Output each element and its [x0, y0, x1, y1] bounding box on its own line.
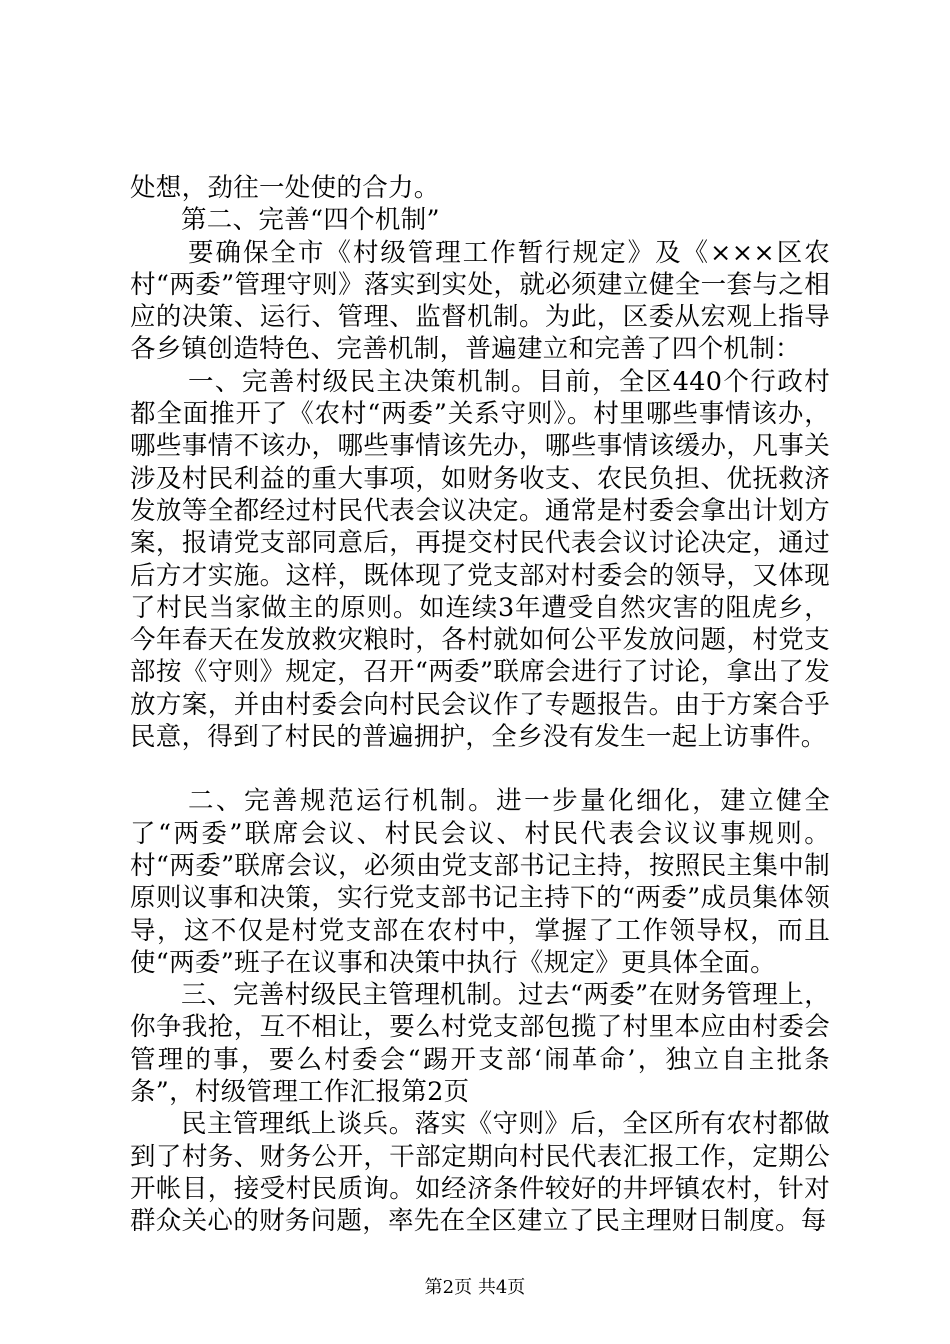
page-footer: 第2页 共4页 [424, 1277, 526, 1298]
section-heading: 第二、完善“四个机制” [181, 205, 440, 236]
paragraph-operation-mechanism: 二、完善规范运行机制。进一步量化细化，建立健全了“两委”联席会议、村民会议、村民代表会议议事规则。村“两委”联席会议，必须由党支部书记主持，按照民主集中制原则议事和决策，实行党支部书记主持下的“两委”成员集体领导，这不仅是村党支部在农村中，掌握了工作领导权，而且使“两委”班子在议事和决策中执行《规定》更具体全面。 [130, 786, 830, 978]
paragraph-continuation: 处想，劲往一处使的合力。 [130, 173, 440, 203]
paragraph-intro: 要确保全市《村级管理工作暂行规定》及《×××区农村“两委”管理守则》落实到实处，就必须建立健全一套与之相应的决策、运行、管理、监督机制。为此，区委从宏观上指导各乡镇创造特色、完善机制，普遍建立和完善了四个机制： [130, 237, 830, 365]
paragraph-decision-mechanism: 一、完善村级民主决策机制。目前，全区440个行政村都全面推开了《农村“两委”关系守则》。村里哪些事情该办，哪些事情不该办，哪些事情该先办，哪些事情该缓办，凡事关涉及村民利益的重大事项，如财务收支、农民负担、优抚救济发放等全都经过村民代表会议决定。通常是村委会拿出计划方案，报请党支部同意后，再提交村民代表会议讨论决定，通过后方才实施。这样，既体现了党支部对村委会的领导，又体现了村民当家做主的原则。如连续3年遭受自然灾害的阻虎乡，今年春天在发放救灾粮时，各村就如何公平发放问题，村党支部按《守则》规定，召开“两委”联席会进行了讨论，拿出了发放方案，并由村委会向村民会议作了专题报告。由于方案合乎民意，得到了村民的普遍拥护，全乡没有发生一起上访事件。 [130, 366, 830, 753]
paragraph-management-mechanism: 三、完善村级民主管理机制。过去“两委”在财务管理上，你争我抢，互不相让，要么村党支部包揽了村里本应由村委会管理的事，要么村委会“踢开支部‘闹革命’，独立自主批条条”，村级管理工作汇报第2页 [130, 980, 830, 1108]
paragraph-management-continued: 民主管理纸上谈兵。落实《守则》后，全区所有农村都做到了村务、财务公开，干部定期向村民代表汇报工作，定期公开帐目，接受村民质询。如经济条件较好的井坪镇农村，针对群众关心的财务问题，率先在全区建立了民主理财日制度。每 [130, 1109, 830, 1237]
document-body [130, 172, 830, 1238]
